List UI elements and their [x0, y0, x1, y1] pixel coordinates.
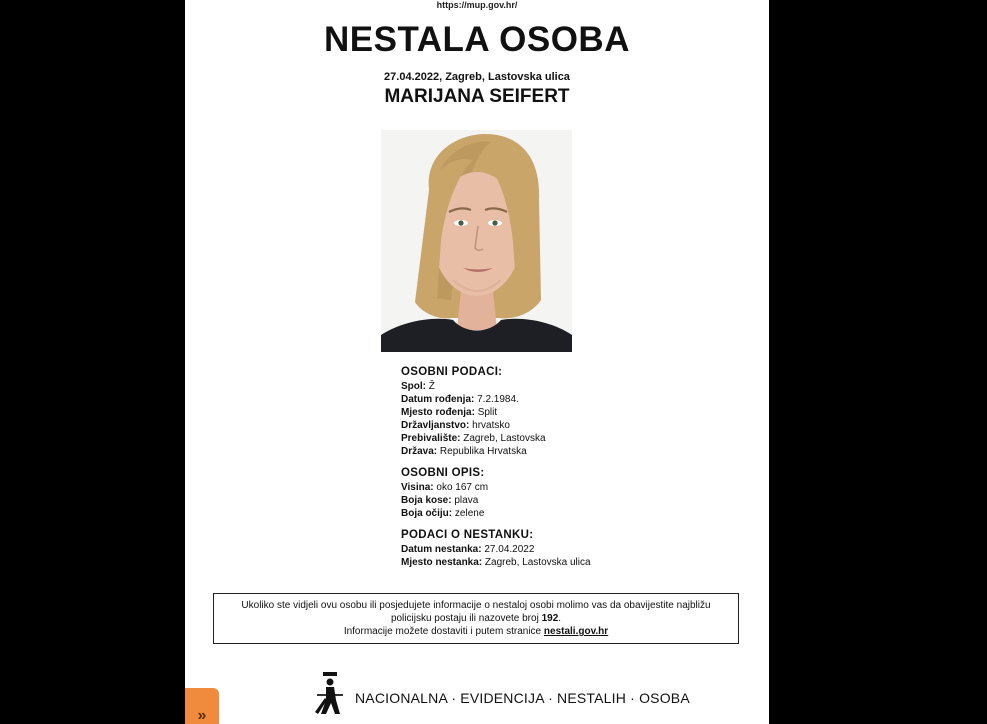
personal-row: Mjesto rođenja: Split: [401, 407, 498, 418]
site-link[interactable]: nestali.gov.hr: [543, 626, 609, 637]
notice-line-3: Informacije možete dostaviti i putem stranice nestali.gov.hr: [343, 626, 609, 637]
description-row: Boja očiju: zelene: [401, 508, 485, 519]
personal-row: Državljanstvo: hrvatsko: [401, 420, 510, 431]
phone-number[interactable]: 192: [541, 613, 559, 624]
disappearance-section: [401, 529, 731, 569]
personal-row: Datum rođenja: 7.2.1984.: [401, 394, 519, 405]
contact-notice: [213, 593, 739, 644]
description-row: Boja kose: plava: [401, 495, 479, 506]
person-name: MARIJANA SEIFERT: [384, 86, 570, 107]
double-chevron-right-icon[interactable]: »: [185, 688, 219, 724]
date-place: 27.04.2022, Zagreb, Lastovska ulica: [384, 71, 570, 83]
description-section-title: OSOBNI OPIS:: [401, 467, 485, 479]
notice-line-2: policijsku postaju ili nazovete broj 192.: [390, 613, 562, 624]
personal-row: Prebivalište: Zagreb, Lastovska: [401, 433, 546, 444]
organization-name: NACIONALNA · EVIDENCIJA · NESTALIH · OSOBA: [355, 690, 690, 706]
description-row: Visina: oko 167 cm: [401, 482, 489, 493]
description-section: [401, 467, 731, 520]
poster-title: NESTALA OSOBA: [324, 20, 630, 59]
footer: [313, 668, 690, 720]
personal-row: Spol: Ž: [401, 381, 435, 392]
personal-section: [401, 366, 731, 458]
disappearance-section-title: PODACI O NESTANKU:: [401, 529, 534, 541]
notice-line-1: Ukoliko ste vidjeli ovu osobu ili posjedujete informacije o nestaloj osobi molimo vas da obavijestite najbližu: [241, 600, 711, 611]
walking-person-logo-icon: [313, 668, 347, 718]
source-url[interactable]: https://mup.gov.hr/: [436, 0, 518, 10]
person-photo: [381, 130, 572, 352]
personal-section-title: OSOBNI PODACI:: [401, 366, 503, 378]
personal-row: Država: Republika Hrvatska: [401, 446, 527, 457]
missing-person-poster: [185, 0, 769, 724]
disappearance-row: Datum nestanka: 27.04.2022: [401, 544, 535, 555]
disappearance-row: Mjesto nestanka: Zagreb, Lastovska ulica: [401, 557, 591, 568]
info-block: [401, 366, 731, 569]
